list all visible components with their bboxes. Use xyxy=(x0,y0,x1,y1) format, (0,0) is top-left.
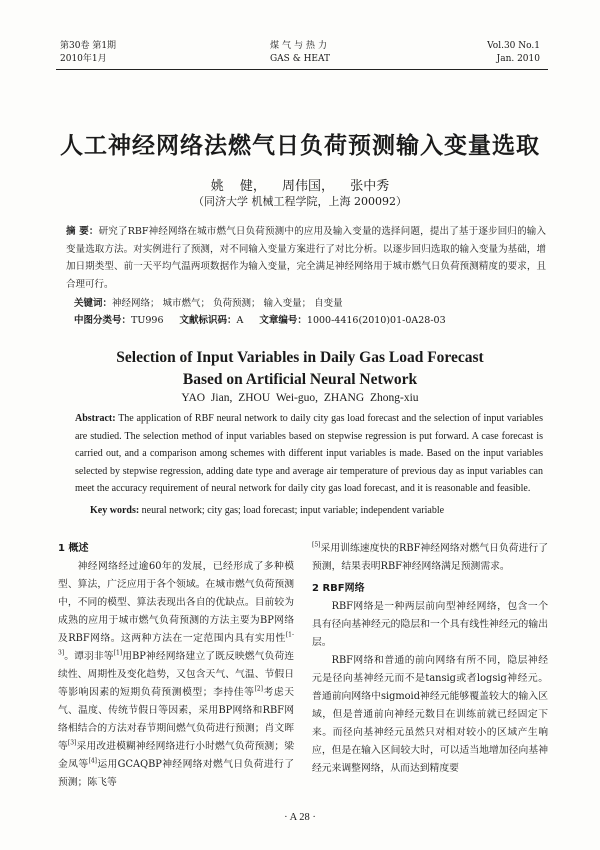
volume-issue: 第30卷 第1期 xyxy=(60,41,117,51)
page-number: · A 28 · xyxy=(284,812,316,823)
citation: [3] xyxy=(67,739,77,747)
issue-date: 2010年1月 xyxy=(60,54,107,64)
paper-title-en xyxy=(0,347,600,391)
text-run: 运用GCAQBP神经网络对燃气日负荷进行了预测；陈飞等 xyxy=(58,759,294,788)
section-2-paragraph-1: RBF网络是一种两层前向型神经网络，包含一个具有径向基神经元的隐层和一个具有线性神经元的输出层。 xyxy=(312,601,548,648)
section-2-paragraph-2: RBF网络和普通的前向网络有所不同，隐层神经元是径向基神经元而不是tansig或者logsig神经元。普通前向网络中sigmoid神经元能够覆盖较大的输入区域，但是普通前向神经元数目在训练前就已经固定下来。而径向基神经元虽然只对相对较小的区域产生响应，但是在输入区间较大时，可以适当地增加径向基神经元来调整网络，从而达到精度要 xyxy=(312,655,548,774)
text-run: 采用训练速度快的RBF神经网络对燃气日负荷进行了预测，结果表明RBF神经网络满足预测需求。 xyxy=(312,543,548,572)
doc-code-label: 文献标识码： xyxy=(179,315,237,326)
text-run: 。谭羽非等 xyxy=(64,651,114,662)
abstract-en-label: Abstract: xyxy=(75,413,116,424)
abstract-en xyxy=(75,410,543,498)
volume-issue-en: Vol.30 No.1 xyxy=(487,41,540,51)
paper-title-en-line1: Selection of Input Variables in Daily Gas Load Forecast xyxy=(116,349,484,366)
journal-volume-info-en xyxy=(487,40,540,66)
article-no-value: 1000-4416(2010)01-0A28-03 xyxy=(306,315,446,326)
text-run: 采用改进模糊神经网络进行小时燃气负荷预测；梁金凤等 xyxy=(58,741,295,770)
text-run: 神经网络经过逾60年的发展，已经形成了多种模型、算法，广泛应用于各个领域。在城市燃气负荷预测中，不同的模型、算法表现出各自的优缺点。目前较为成熟的应用于城市燃气负荷预测的方法主要为BP网络及RBF网络。这两种方法在一定范围内具有实用性 xyxy=(58,561,294,644)
abstract-cn-text: 研究了RBF神经网络在城市燃气日负荷预测中的应用及输入变量的选择问题，提出了基于逐步回归的输入变量选取方法。对实例进行了预测，对不同输入变量方案进行了对比分析。以逐步回归选取的输入变量为基础，增加日期类型、前一天平均气温两项数据作为输入变量，完全满足神经网络用于城市燃气日负荷预测精度的要求，且合理可行。 xyxy=(66,226,547,290)
clc-value: TU996 xyxy=(131,315,164,326)
keywords-cn xyxy=(74,296,544,312)
paper-title-en-line2: Based on Artificial Neural Network xyxy=(182,371,418,388)
authors-cn: 姚 健， 周伟国， 张中秀 xyxy=(210,179,390,194)
classification-line xyxy=(74,313,544,329)
body-column-left xyxy=(58,540,294,792)
clc-label: 中图分类号： xyxy=(74,315,132,326)
keywords-en-text: neural network; city gas; load forecast; input variable; independent variable xyxy=(141,505,445,516)
journal-name-cn: 煤气与热力 xyxy=(269,41,330,51)
body-column-right xyxy=(312,540,548,778)
journal-name-en: GAS & HEAT xyxy=(269,54,331,64)
text-run: 用BP神经网络建立了既反映燃气负荷连续性、周期性及变化趋势，又包含天气、气温、节假日等影响因素的短期负荷预测模型；李持佳等 xyxy=(58,651,294,698)
section-1-continuation xyxy=(312,540,548,576)
affiliation-cn: （同济大学 机械工程学院，上海 200092） xyxy=(193,195,407,208)
keywords-cn-text: 神经网络； 城市燃气； 负荷预测； 输入变量； 自变量 xyxy=(112,298,343,309)
header-divider xyxy=(56,69,548,70)
doc-code-value: A xyxy=(236,315,244,326)
text-run: 考虑天气、温度、传统节假日等因素，采用BP网络和RBF网络相结合的方法对春节期间燃气负荷进行预测；肖文晖等 xyxy=(58,687,295,752)
keywords-en xyxy=(90,503,550,519)
article-no-label: 文章编号： xyxy=(259,315,307,326)
keywords-cn-label: 关键词： xyxy=(74,298,113,309)
abstract-cn xyxy=(66,223,546,293)
citation: [1] xyxy=(113,649,123,657)
citation: [5] xyxy=(312,541,321,549)
abstract-cn-label: 摘 要： xyxy=(66,226,99,237)
section-1-heading: 1 概述 xyxy=(58,543,89,554)
keywords-en-label: Key words: xyxy=(90,505,140,516)
citation: [1-3] xyxy=(58,631,294,657)
abstract-en-text: The application of RBF neural network to daily city gas load forecast and the selection of input variables are studied. The selection method of input variables based on stepwise regression is put forward. A case forecast is carried out, and a comparison among schemes with different input variables is made. Based on the input variables selected by stepwise regression, adding date type and average air temperature of previous day as input variables can meet the accuracy requirement of neural network for daily city gas load forecast, and it is reasonable and feasible. xyxy=(75,413,543,495)
section-1-paragraph xyxy=(58,558,294,792)
citation: [2] xyxy=(254,685,263,693)
section-2-heading: 2 RBF网络 xyxy=(312,583,365,594)
paper-title-cn: 人工神经网络法燃气日负荷预测输入变量选取 xyxy=(60,132,540,159)
authors-en: YAO Jian, ZHOU Wei-guo, ZHANG Zhong-xiu xyxy=(181,392,419,404)
issue-date-en: Jan. 2010 xyxy=(496,54,540,64)
citation: [4] xyxy=(88,757,97,765)
